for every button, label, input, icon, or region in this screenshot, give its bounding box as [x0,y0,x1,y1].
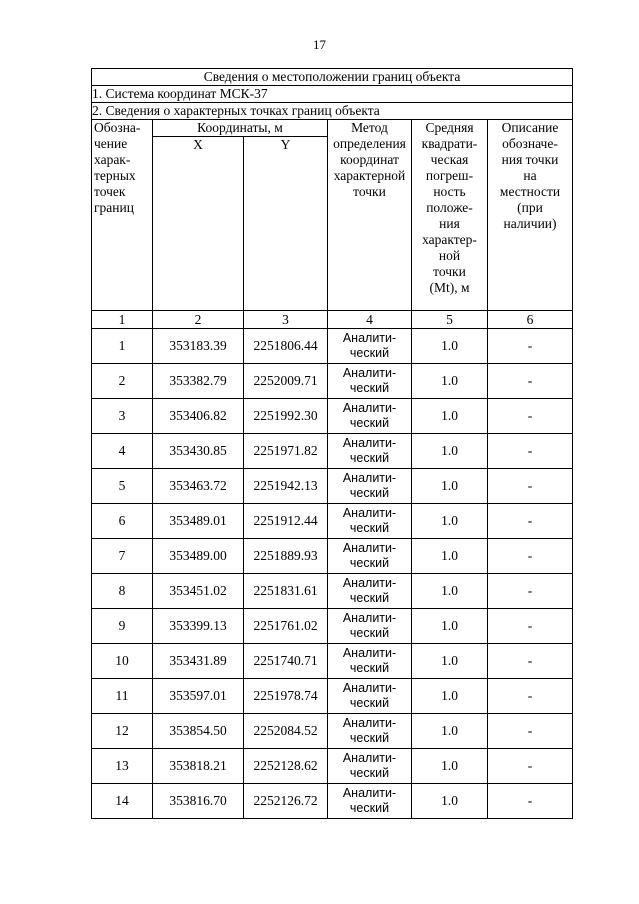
error-cell: 1.0 [412,644,488,679]
table-row [92,469,573,504]
description-cell: - [488,784,573,819]
y-coordinate-cell: 2251831.61 [244,574,328,609]
error-cell: 1.0 [412,539,488,574]
section-title-row [92,103,573,120]
y-coordinate-cell: 2252084.52 [244,714,328,749]
method-cell: Аналити- ческий [328,574,412,609]
y-coordinate-cell: 2251978.74 [244,679,328,714]
table-row [92,609,573,644]
method-cell: Аналити- ческий [328,644,412,679]
method-cell: Аналити- ческий [328,539,412,574]
coordinate-system: 1. Система координат МСК-37 [92,86,573,103]
description-cell: - [488,644,573,679]
header-x: X [153,137,244,311]
table-row [92,749,573,784]
coordinate-system-row [92,86,573,103]
method-cell: Аналити- ческий [328,784,412,819]
method-cell: Аналити- ческий [328,399,412,434]
description-cell: - [488,364,573,399]
x-coordinate-cell: 353406.82 [153,399,244,434]
header-point: Обозна- чение харак- терных точек границ [92,120,153,311]
column-number: 5 [412,311,488,329]
point-number-cell: 14 [92,784,153,819]
y-coordinate-cell: 2251889.93 [244,539,328,574]
description-cell: - [488,434,573,469]
description-cell: - [488,714,573,749]
table-row [92,644,573,679]
error-cell: 1.0 [412,714,488,749]
x-coordinate-cell: 353818.21 [153,749,244,784]
y-coordinate-cell: 2251806.44 [244,329,328,364]
error-cell: 1.0 [412,784,488,819]
x-coordinate-cell: 353451.02 [153,574,244,609]
table-row [92,679,573,714]
point-number-cell: 9 [92,609,153,644]
x-coordinate-cell: 353489.01 [153,504,244,539]
error-cell: 1.0 [412,364,488,399]
error-cell: 1.0 [412,749,488,784]
x-coordinate-cell: 353463.72 [153,469,244,504]
y-coordinate-cell: 2251971.82 [244,434,328,469]
description-cell: - [488,574,573,609]
table-row [92,539,573,574]
x-coordinate-cell: 353399.13 [153,609,244,644]
point-number-cell: 13 [92,749,153,784]
column-number: 2 [153,311,244,329]
table-title-row [92,69,573,86]
description-cell: - [488,609,573,644]
method-cell: Аналити- ческий [328,504,412,539]
table-title: Сведения о местоположении границ объекта [92,69,573,86]
description-cell: - [488,749,573,784]
y-coordinate-cell: 2251912.44 [244,504,328,539]
error-cell: 1.0 [412,679,488,714]
point-number-cell: 1 [92,329,153,364]
method-cell: Аналити- ческий [328,469,412,504]
point-number-cell: 3 [92,399,153,434]
error-cell: 1.0 [412,434,488,469]
description-cell: - [488,329,573,364]
method-cell: Аналити- ческий [328,714,412,749]
point-number-cell: 11 [92,679,153,714]
y-coordinate-cell: 2252126.72 [244,784,328,819]
error-cell: 1.0 [412,329,488,364]
x-coordinate-cell: 353489.00 [153,539,244,574]
header-description: Описание обозначе- ния точки на местности (при наличии) [488,120,573,311]
point-number-cell: 6 [92,504,153,539]
error-cell: 1.0 [412,504,488,539]
column-number: 6 [488,311,573,329]
y-coordinate-cell: 2252009.71 [244,364,328,399]
column-number: 3 [244,311,328,329]
method-cell: Аналити- ческий [328,364,412,399]
column-number-row [92,311,573,329]
description-cell: - [488,539,573,574]
x-coordinate-cell: 353430.85 [153,434,244,469]
table-row [92,329,573,364]
table-row [92,364,573,399]
x-coordinate-cell: 353183.39 [153,329,244,364]
page-number: 17 [313,37,326,52]
y-coordinate-cell: 2251761.02 [244,609,328,644]
table-row [92,504,573,539]
error-cell: 1.0 [412,574,488,609]
boundary-points-table [91,68,573,819]
table-row [92,434,573,469]
x-coordinate-cell: 353382.79 [153,364,244,399]
description-cell: - [488,679,573,714]
description-cell: - [488,469,573,504]
column-number: 1 [92,311,153,329]
header-error: Средняя квадрати- ческая погреш- ность положе- ния характер- ной точки (Mt), м [412,120,488,311]
table-row [92,714,573,749]
error-cell: 1.0 [412,609,488,644]
method-cell: Аналити- ческий [328,679,412,714]
column-number: 4 [328,311,412,329]
table-row [92,784,573,819]
point-number-cell: 8 [92,574,153,609]
header-method: Метод определения координат характерной точки [328,120,412,311]
error-cell: 1.0 [412,469,488,504]
x-coordinate-cell: 353431.89 [153,644,244,679]
table-row [92,574,573,609]
header-y: Y [244,137,328,311]
point-number-cell: 10 [92,644,153,679]
point-number-cell: 4 [92,434,153,469]
y-coordinate-cell: 2251992.30 [244,399,328,434]
point-number-cell: 2 [92,364,153,399]
x-coordinate-cell: 353816.70 [153,784,244,819]
y-coordinate-cell: 2251740.71 [244,644,328,679]
error-cell: 1.0 [412,399,488,434]
method-cell: Аналити- ческий [328,329,412,364]
method-cell: Аналити- ческий [328,749,412,784]
y-coordinate-cell: 2251942.13 [244,469,328,504]
header-row [92,120,573,137]
y-coordinate-cell: 2252128.62 [244,749,328,784]
point-number-cell: 5 [92,469,153,504]
point-number-cell: 12 [92,714,153,749]
method-cell: Аналити- ческий [328,609,412,644]
method-cell: Аналити- ческий [328,434,412,469]
x-coordinate-cell: 353597.01 [153,679,244,714]
table-row [92,399,573,434]
header-coords: Координаты, м [153,120,328,137]
x-coordinate-cell: 353854.50 [153,714,244,749]
section-title: 2. Сведения о характерных точках границ объекта [92,103,573,120]
point-number-cell: 7 [92,539,153,574]
description-cell: - [488,504,573,539]
description-cell: - [488,399,573,434]
